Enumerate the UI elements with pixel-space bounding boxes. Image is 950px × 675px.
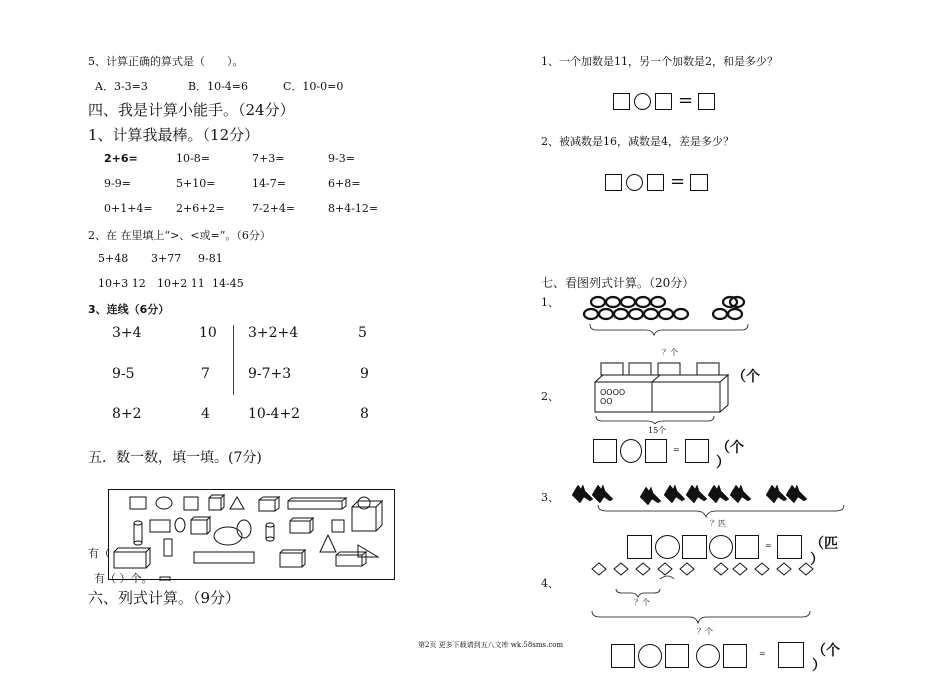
answer-box[interactable] (665, 644, 689, 668)
diamonds-picture (588, 559, 820, 624)
operator-circle[interactable] (638, 644, 662, 668)
section-5-fill-1: 有（ (88, 547, 110, 560)
unit-close: ） (716, 455, 730, 471)
calc-cell: 0+1+4= (104, 202, 153, 215)
subsection-2-title: 2、在 在里填上“>、<或=”。（6分） (88, 229, 271, 242)
match-left-value: 4 (201, 406, 210, 422)
calc-cell: 9-9= (104, 177, 131, 190)
page-footer: 第2页 更多下载请到五八文库 wk.58sms.com (418, 641, 564, 649)
calc-cell: 9-3= (328, 152, 355, 165)
section-5-title: 五．数一数，填一填。(7分) (88, 450, 262, 466)
problem-1-number: 1、 (541, 296, 559, 309)
calc-cell: 2+6+2= (176, 202, 225, 215)
problem-4-number: 4、 (541, 577, 559, 590)
box-contents: OOOO OO (600, 388, 626, 406)
answer-box[interactable] (647, 174, 664, 191)
operator-circle[interactable] (626, 174, 643, 191)
label-unknown-count: ？个 (634, 598, 650, 607)
q5-option-b: B．10-4=6 (188, 80, 249, 93)
section-4-title: 四、我是计算小能手。（24分） (88, 101, 295, 119)
answer-box[interactable] (778, 642, 804, 668)
horses-picture (568, 477, 850, 521)
compare-item: 10+2 11 (157, 277, 205, 290)
answer-box[interactable] (698, 93, 715, 110)
operator-circle[interactable] (655, 535, 680, 559)
match-right-expr: 9-7+3 (248, 366, 292, 382)
question-5: 5、计算正确的算式是（ ）。 (88, 55, 244, 68)
match-left-expr: 3+4 (112, 325, 142, 341)
compare-item: 3+77 (151, 252, 182, 265)
answer-box[interactable] (613, 93, 630, 110)
section-5-fill-2: 有（ ）个。 (94, 572, 153, 585)
section-7-title: 七、看图列式计算。（20分） (541, 276, 695, 290)
label-unknown-count: ？个 (662, 348, 678, 357)
compare-item: 10+3 12 (98, 277, 146, 290)
operator-circle[interactable] (696, 644, 720, 668)
match-left-value: 10 (199, 325, 217, 341)
answer-box[interactable] (685, 439, 709, 463)
unit-close: ） (812, 658, 826, 674)
match-left-expr: 9-5 (112, 366, 135, 382)
answer-box[interactable] (605, 174, 622, 191)
right-question-2: 2、被减数是16，减数是4，差是多少？ (541, 135, 734, 148)
label-unknown-count: ？个 (697, 627, 713, 636)
answer-box[interactable] (682, 535, 707, 559)
q5-option-c: C．10-0=0 (283, 80, 344, 93)
answer-box[interactable] (655, 93, 672, 110)
match-right-value: 8 (360, 406, 369, 422)
answer-box[interactable] (777, 535, 802, 559)
compare-item: 14-45 (212, 277, 244, 290)
compare-item: 9-81 (198, 252, 223, 265)
label-15-items: 15个 (648, 426, 667, 435)
answer-box[interactable] (690, 174, 708, 191)
unit-label: （匹 (810, 536, 838, 552)
shapes-counting-picture (108, 489, 396, 581)
equals-sign: = (765, 541, 772, 550)
operator-circle[interactable] (634, 93, 651, 110)
equals-sign: = (759, 649, 766, 658)
right-question-1: 1、一个加数是11，另一个加数是2，和是多少？ (541, 55, 778, 68)
match-right-expr: 3+2+4 (248, 325, 299, 341)
problem-2-number: 2、 (541, 390, 559, 403)
unit-label: （个 (732, 369, 760, 385)
compare-item: 5+48 (98, 252, 129, 265)
unit-label: （个 (812, 643, 840, 659)
label-unknown-horses: ？匹 (710, 519, 726, 528)
answer-box[interactable] (723, 644, 747, 668)
answer-box[interactable] (645, 439, 667, 463)
match-divider (233, 325, 234, 395)
unit-label: （个 (716, 440, 744, 456)
q5-option-a: A．3-3=3 (95, 80, 148, 93)
calc-cell: 14-7= (252, 177, 286, 190)
calc-cell: 2+6= (104, 152, 138, 165)
subsection-3-title: 3、连线（6分） (88, 303, 170, 316)
equals-sign: = (673, 445, 680, 454)
calc-cell: 8+4-12= (328, 202, 379, 215)
answer-box[interactable] (627, 535, 652, 559)
match-left-expr: 8+2 (112, 406, 142, 422)
rings-picture (580, 294, 750, 344)
equals-sign: = (670, 171, 686, 192)
calc-cell: 7-2+4= (252, 202, 296, 215)
calc-cell: 7+3= (252, 152, 285, 165)
subsection-1-title: 1、计算我最棒。（12分） (88, 126, 260, 144)
calc-cell: 10-8= (176, 152, 210, 165)
match-right-value: 9 (360, 366, 369, 382)
operator-circle[interactable] (709, 535, 733, 559)
answer-box[interactable] (593, 439, 617, 463)
match-left-value: 7 (201, 366, 210, 382)
section-6-title: 六、列式计算。（9分） (88, 589, 241, 607)
calc-cell: 6+8= (328, 177, 361, 190)
operator-circle[interactable] (620, 439, 642, 463)
match-right-expr: 10-4+2 (248, 406, 301, 422)
calc-cell: 5+10= (176, 177, 216, 190)
answer-box[interactable] (611, 644, 635, 668)
match-right-value: 5 (358, 325, 367, 341)
equals-sign: = (678, 90, 694, 111)
unit-close: ） (810, 552, 824, 568)
answer-box[interactable] (735, 535, 759, 559)
problem-3-number: 3、 (541, 491, 559, 504)
